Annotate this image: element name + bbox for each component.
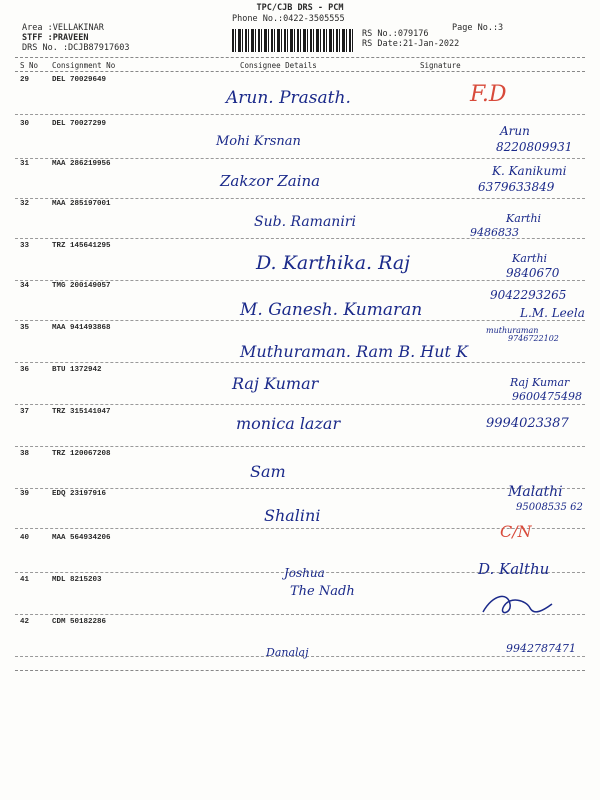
row-sno: 40 xyxy=(20,534,30,542)
row-signature: Arun xyxy=(500,124,530,138)
table-row xyxy=(0,406,600,454)
row-sno: 35 xyxy=(20,324,30,332)
row-consignment: EDQ 23197916 xyxy=(52,490,107,498)
table-row xyxy=(0,198,600,246)
row-consignment: CDM 50182286 xyxy=(52,618,107,626)
staff-label: STFF :PRAVEEN xyxy=(22,33,89,43)
row-signature-extra: 9840670 xyxy=(506,266,560,280)
row-divider xyxy=(15,320,585,321)
row-consignment: DEL 70027299 xyxy=(52,120,107,128)
row-consignee-name: The Nadh xyxy=(290,584,355,599)
col-signature: Signature xyxy=(420,61,461,70)
row-sno: 34 xyxy=(20,282,30,290)
row-consignee-name: Sam xyxy=(250,462,286,481)
row-sno: 42 xyxy=(20,618,30,626)
row-sno: 29 xyxy=(20,76,30,84)
report-title: TPC/CJB DRS - PCM xyxy=(256,3,344,13)
row-signature: Raj Kumar xyxy=(510,376,570,389)
row-consignee-name: monica lazar xyxy=(236,414,341,433)
row-sno: 36 xyxy=(20,366,30,374)
signature-scribble-icon xyxy=(478,590,558,620)
row-divider xyxy=(15,362,585,363)
row-sno: 31 xyxy=(20,160,30,168)
row-consignment: MAA 941493868 xyxy=(52,324,111,332)
row-signature: D. Kalthu xyxy=(478,560,550,578)
row-consignee-name: Danalaj xyxy=(266,646,309,659)
row-consignee-name: Shalini xyxy=(264,506,321,525)
header-divider-bottom xyxy=(15,71,585,72)
row-signature: C/N xyxy=(500,522,532,541)
row-sno: 30 xyxy=(20,120,30,128)
row-consignee-name: Sub. Ramaniri xyxy=(254,214,356,230)
row-signature: Karthi xyxy=(512,252,548,265)
row-signature: 9942787471 xyxy=(506,642,576,655)
row-signature-extra: 9486833 xyxy=(470,226,519,239)
row-divider xyxy=(15,670,585,671)
row-sno: 41 xyxy=(20,576,30,584)
phone-number: Phone No.:0422-3505555 xyxy=(232,14,345,24)
row-sno: 37 xyxy=(20,408,30,416)
row-sno: 39 xyxy=(20,490,30,498)
row-consignment: MAA 285197001 xyxy=(52,200,111,208)
row-signature-extra: 95008535 62 xyxy=(516,502,583,513)
rs-date: RS Date:21-Jan-2022 xyxy=(362,39,460,49)
row-signature: F.D xyxy=(470,82,507,107)
row-signature-extra: 6379633849 xyxy=(478,180,555,194)
row-consignment: TRZ 120067208 xyxy=(52,450,111,458)
row-divider xyxy=(15,114,585,115)
row-divider xyxy=(15,238,585,239)
row-consignment: DEL 70029649 xyxy=(52,76,107,84)
row-consignment: MDL 8215203 xyxy=(52,576,102,584)
page-number: Page No.:3 xyxy=(452,23,504,33)
row-signature: 9042293265 xyxy=(490,288,567,302)
table-row xyxy=(0,322,600,370)
col-consignee: Consignee Details xyxy=(240,61,317,70)
row-consignee-name: Zakzor Zaina xyxy=(220,172,321,190)
row-consignee-name: Raj Kumar xyxy=(232,374,319,393)
drs-number: DRS No. :DCJB87917603 xyxy=(22,43,130,53)
header-divider-top xyxy=(15,57,585,58)
table-row xyxy=(0,280,600,328)
row-consignment: BTU 1372942 xyxy=(52,366,102,374)
row-divider xyxy=(15,446,585,447)
row-consignee-name: M. Ganesh. Kumaran xyxy=(240,300,423,320)
barcode xyxy=(232,29,354,52)
row-consignment: TRZ 145641295 xyxy=(52,242,111,250)
row-consignment: MAA 286219956 xyxy=(52,160,111,168)
row-signature: Malathi xyxy=(508,484,563,500)
row-signature: Karthi xyxy=(506,212,542,225)
row-signature-extra: 8220809931 xyxy=(496,140,573,154)
row-consignee-name: Mohi Krsnan xyxy=(216,134,301,149)
row-sno: 33 xyxy=(20,242,30,250)
row-consignment: TMG 200149057 xyxy=(52,282,111,290)
row-signature-extra: 9600475498 xyxy=(512,390,582,403)
row-signature-extra: 9746722102 xyxy=(508,334,559,343)
col-consignment: Consignment No xyxy=(52,61,116,70)
row-signature: 9994023387 xyxy=(486,416,569,431)
row-signature: K. Kanikumi xyxy=(492,164,567,178)
rs-number: RS No.:079176 xyxy=(362,29,429,39)
col-sno: S No xyxy=(20,61,39,70)
row-consignee-name: D. Karthika. Raj xyxy=(256,252,411,274)
row-divider xyxy=(15,404,585,405)
table-row xyxy=(0,364,600,412)
row-signature-extra: L.M. Leela xyxy=(520,306,585,320)
row-consignment: MAA 564934206 xyxy=(52,534,111,542)
row-consignee-name: Arun. Prasath. xyxy=(226,88,351,108)
area-label: Area :VELLAKINAR xyxy=(22,23,104,33)
row-consignee-name: Muthuraman. Ram B. Hut K xyxy=(240,342,468,361)
table-row xyxy=(0,74,600,122)
row-sno: 38 xyxy=(20,450,30,458)
row-consignment: TRZ 315141047 xyxy=(52,408,111,416)
row-signature: muthuraman xyxy=(486,326,539,335)
row-sno: 32 xyxy=(20,200,30,208)
row-consignee-name: Joshua xyxy=(284,566,325,580)
